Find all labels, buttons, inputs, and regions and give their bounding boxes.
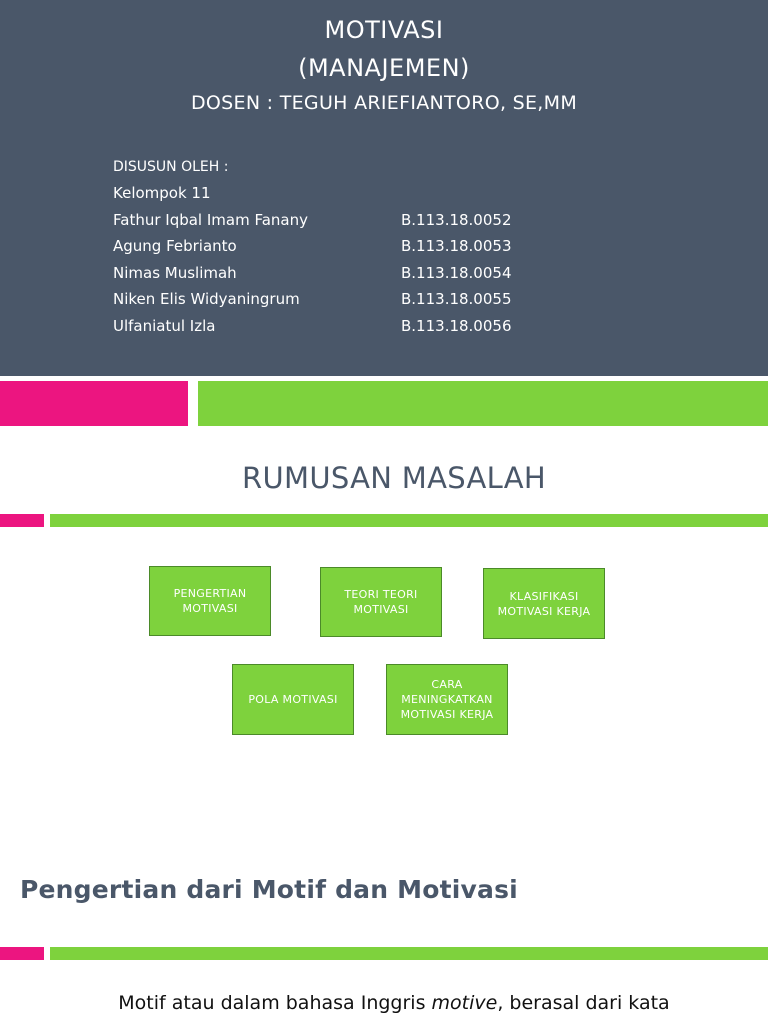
member-name: Agung Febrianto — [113, 237, 237, 255]
member-name: Fathur Iqbal Imam Fanany — [113, 210, 308, 229]
member-name: Nimas Muslimah — [113, 263, 237, 282]
green-divider — [50, 514, 768, 527]
green-accent-bar — [198, 381, 768, 426]
credits-block — [113, 154, 633, 339]
member-row — [113, 207, 633, 234]
green-divider — [50, 947, 768, 960]
member-nim: B.113.18.0055 — [401, 290, 512, 308]
member-nim: B.113.18.0056 — [401, 316, 512, 335]
member-row — [113, 260, 633, 287]
topic-box-pengertian: PENGERTIAN MOTIVASI — [149, 566, 271, 636]
member-row — [113, 313, 633, 340]
topic-box-teori: TEORI TEORI MOTIVASI — [320, 567, 442, 637]
body-text-end: , berasal dari kata — [497, 992, 670, 1014]
member-row — [113, 286, 633, 313]
member-row — [113, 233, 633, 260]
topic-box-cara: CARA MENINGKATKAN MOTIVASI KERJA — [386, 664, 508, 735]
title-slide — [0, 0, 768, 376]
title-line-1: MOTIVASI — [324, 16, 444, 44]
member-nim: B.113.18.0054 — [401, 263, 512, 282]
member-nim: B.113.18.0052 — [401, 210, 512, 229]
body-text-italic: motive — [431, 992, 498, 1014]
title-line-2: (MANAJEMEN) — [298, 54, 470, 82]
body-text-start: Motif atau dalam bahasa Inggris — [118, 992, 432, 1014]
dosen-line: DOSEN : TEGUH ARIEFIANTORO, SE,MM — [190, 92, 578, 114]
pink-accent-bar — [0, 381, 188, 426]
topic-box-klasifikasi: KLASIFIKASI MOTIVASI KERJA — [483, 568, 605, 639]
pink-divider — [0, 514, 44, 527]
section-heading: Pengertian dari Motif dan Motivasi — [20, 875, 518, 904]
group-name: Kelompok 11 — [113, 184, 211, 202]
member-name: Ulfaniatul Izla — [113, 316, 216, 335]
member-nim: B.113.18.0053 — [401, 237, 512, 255]
topic-box-pola: POLA MOTIVASI — [232, 664, 354, 735]
body-paragraph — [0, 992, 768, 1014]
slide-heading: RUMUSAN MASALAH — [242, 461, 546, 495]
credits-heading: DISUSUN OLEH : — [113, 159, 229, 175]
member-name: Niken Elis Widyaningrum — [113, 290, 300, 308]
pink-divider — [0, 947, 44, 960]
